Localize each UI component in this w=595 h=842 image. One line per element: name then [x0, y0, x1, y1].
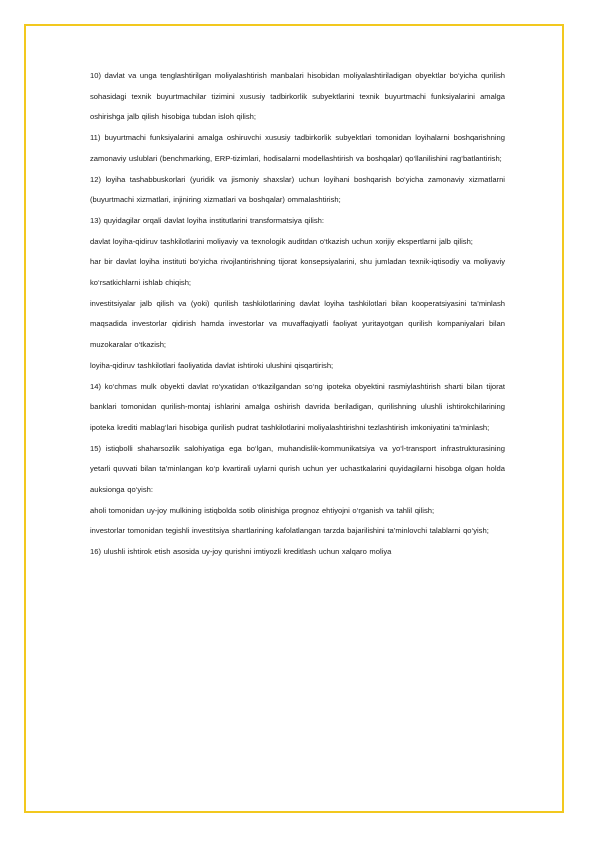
paragraph-item-14: 14) ko‘chmas mulk obyekti davlat ro‘yxatidan o‘tkazilgandan so‘ng ipoteka obyektini rasmiylashtirish sharti bilan tijorat banklari tomonidan qurilish-montaj ishlarini amalga oshirish davrida beriladigan, qurilishning ulushli ishtirokchilarining ipoteka krediti mablag‘lari hisobiga qurilish pudrat tashkilotlarini moliyalashtirishni tezlashtirish imkoniyatini ta’minlash;: [90, 381, 505, 432]
paragraph-item-11: 11) buyurtmachi funksiyalarini amalga oshiruvchi xususiy tadbirkorlik subyektlari tomonidan loyihalarni boshqarishning zamonaviy uslublari (benchmarking, ERP-tizimlari, hodisalarni modellashtirish va boshqalar) qo‘llanilishini rag‘batlantirish;: [90, 133, 505, 163]
paragraph-item-15: 15) istiqbolli shaharsozlik salohiyatiga ega bo‘lgan, muhandislik-kommunikatsiya va yo‘l-transport infrastrukturasining yetarli quvvati bilan ta’minlangan ko‘p kvartirali uylarni qurish uchun yer uchastkalarini quyidagilarni hisobga olgan holda auksionga qo‘yish:: [90, 443, 505, 495]
paragraph-item-16: 16) ulushli ishtirok etish asosida uy-joy qurishni imtiyozli kreditlash uchun xalqaro moliya: [90, 547, 392, 557]
paragraph-subitem: loyiha-qidiruv tashkilotlari faoliyatida davlat ishtiroki ulushini qisqartirish;: [90, 360, 334, 370]
document-body: [90, 66, 505, 563]
paragraph-subitem: investorlar tomonidan tegishli investitsiya shartlarining kafolatlangan tarzda bajarilishini ta’minlovchi talablarni qo‘yish;: [90, 526, 489, 536]
paragraph-item-10: 10) davlat va unga tenglashtirilgan moliyalashtirish manbalari hisobidan moliyalashtiriladigan obyektlar bo‘yicha qurilish sohasidagi texnik buyurtmachilar tizimini xususiy tadbirkorlik subyektlarini texnik buyurtmachi funksiyalarini amalga oshirishga jalb qilish hisobiga tubdan isloh qilish;: [90, 71, 505, 122]
paragraph-item-12: 12) loyiha tashabbuskorlari (yuridik va jismoniy shaxslar) uchun loyihani boshqarish bo‘yicha zamonaviy xizmatlarni (buyurtmachi xizmatlari, injiniring xizmatlari va boshqalar) ommalashtirish;: [90, 174, 505, 205]
paragraph-subitem: har bir davlat loyiha instituti bo‘yicha rivojlantirishning tijorat konsepsiyalarini, shu jumladan texnik-iqtisodiy va moliyaviy ko‘rsatkichlarni ishlab chiqish;: [90, 257, 505, 288]
paragraph-subitem: aholi tomonidan uy-joy mulkining istiqbolda sotib olinishiga prognoz ehtiyojni o‘rganish va tahlil qilish;: [90, 505, 435, 515]
paragraph-subitem: davlat loyiha-qidiruv tashkilotlarini moliyaviy va texnologik auditdan o‘tkazish uchun xorijiy ekspertlarni jalb qilish;: [90, 236, 473, 246]
paragraph-subitem: investitsiyalar jalb qilish va (yoki) qurilish tashkilotlarining davlat loyiha tashkilotlari bilan kooperatsiyasini ta’minlash maqsadida investorlar qidirish hamda investorlar va muvaffaqiyatli faoliyat yuritayotgan qurilish kompaniyalari bilan muzokaralar o‘tkazish;: [90, 298, 505, 350]
paragraph-item-13: 13) quyidagilar orqali davlat loyiha institutlarini transformatsiya qilish:: [90, 215, 324, 225]
